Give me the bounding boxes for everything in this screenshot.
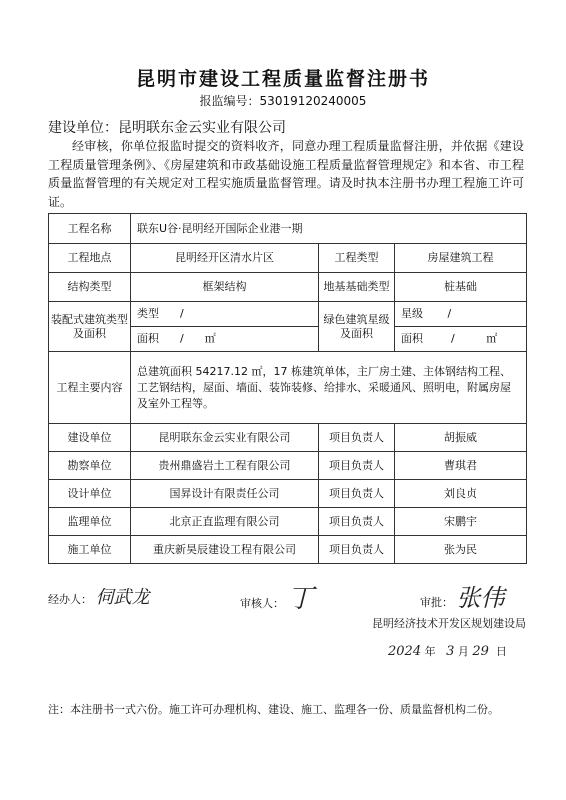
green-area-unit: ㎡ <box>486 332 498 345</box>
prefab-label: 装配式建筑类型及面积 <box>49 302 131 352</box>
prefab-area-unit: ㎡ <box>204 332 216 345</box>
party-manager: 张为民 <box>395 536 527 564</box>
prefab-type-label: 类型 <box>137 307 159 320</box>
construction-unit-line: 建设单位：昆明联东金云实业有限公司 <box>48 120 286 136</box>
party-role: 建设单位 <box>49 424 131 452</box>
green-area-label: 面积 <box>401 332 423 345</box>
party-company: 国昇设计有限责任公司 <box>131 480 319 508</box>
green-star-value: / <box>447 307 452 320</box>
party-role: 勘察单位 <box>49 452 131 480</box>
prefab-area-label: 面积 <box>137 332 159 345</box>
manager-label: 项目负责人 <box>319 452 395 480</box>
manager-label: 项目负责人 <box>319 424 395 452</box>
foundation-value: 桩基础 <box>395 273 527 302</box>
manager-label: 项目负责人 <box>319 508 395 536</box>
party-company: 重庆新昊辰建设工程有限公司 <box>131 536 319 564</box>
reviewer-label: 审核人： <box>240 597 284 610</box>
serial-number: 报监编号：53019120240005 <box>199 94 367 108</box>
handler-signature <box>48 583 150 609</box>
green-area-cell <box>395 327 527 352</box>
party-role: 设计单位 <box>49 480 131 508</box>
green-area-value: / <box>450 332 455 345</box>
footnote: 注：本注册书一式六份。施工许可办理机构、建设、施工、监理各一份、质量监督机构二份。 <box>48 703 499 716</box>
party-manager: 刘良贞 <box>395 480 527 508</box>
prefab-area-cell <box>131 327 319 352</box>
green-star-label: 星级 <box>401 307 423 320</box>
party-role: 施工单位 <box>49 536 131 564</box>
issuing-org: 昆明经济技术开发区规划建设局 <box>372 617 526 630</box>
prefab-type-value: / <box>179 307 184 320</box>
reviewer-name: 丁 <box>287 584 314 614</box>
issue-date <box>388 643 507 659</box>
date-day-suffix: 日 <box>495 645 507 658</box>
intro-paragraph: 经审核，你单位报监时提交的资料收齐，同意办理工程质量监督注册，并依据《建设工程质量管理条例》、《房屋建筑和市政基础设施工程质量监督管理规定》和本省、市工程质量监督管理的有关规定对工程实施质量监督管理。请及时执本注册书办理工程施工许可证。 <box>48 139 524 209</box>
project-name-value: 联东U谷·昆明经开国际企业港一期 <box>131 214 527 244</box>
approver-name: 张伟 <box>456 584 505 612</box>
prefab-area-value: / <box>179 332 184 345</box>
foundation-label: 地基基础类型 <box>319 273 395 302</box>
green-label: 绿色建筑星级及面积 <box>319 302 395 352</box>
prefab-type-cell <box>131 302 319 327</box>
handler-label: 经办人： <box>48 593 92 606</box>
type-label: 工程类型 <box>319 244 395 273</box>
type-value: 房屋建筑工程 <box>395 244 527 273</box>
structure-value: 框架结构 <box>131 273 319 302</box>
date-year-suffix: 年 <box>424 645 436 658</box>
party-company: 北京正直监理有限公司 <box>131 508 319 536</box>
party-company: 贵州鼎盛岩土工程有限公司 <box>131 452 319 480</box>
party-manager: 胡振威 <box>395 424 527 452</box>
registration-table <box>48 213 527 564</box>
location-label: 工程地点 <box>49 244 131 273</box>
manager-label: 项目负责人 <box>319 480 395 508</box>
structure-label: 结构类型 <box>49 273 131 302</box>
manager-label: 项目负责人 <box>319 536 395 564</box>
approver-signature <box>420 578 505 613</box>
green-star-cell <box>395 302 527 327</box>
content-label: 工程主要内容 <box>49 352 131 424</box>
date-year: 2024 <box>388 644 422 659</box>
party-role: 监理单位 <box>49 508 131 536</box>
page-title: 昆明市建设工程质量监督注册书 <box>135 68 430 90</box>
party-manager: 曹琪君 <box>395 452 527 480</box>
date-month-suffix: 月 <box>457 645 469 658</box>
approver-label: 审批： <box>420 596 453 609</box>
location-value: 昆明经开区清水片区 <box>131 244 319 273</box>
reviewer-signature <box>240 578 314 615</box>
project-name-label: 工程名称 <box>49 214 131 244</box>
date-month: 3 <box>446 644 455 659</box>
handler-name: 伺武龙 <box>95 587 150 608</box>
party-company: 昆明联东金云实业有限公司 <box>131 424 319 452</box>
date-day: 29 <box>472 644 489 659</box>
content-value: 总建筑面积 54217.12 ㎡，17 栋建筑单体，主厂房土建、主体钢结构工程、工艺钢结构，屋面、墙面、装饰装修、给排水、采暖通风、照明电，附属房屋及室外工程等。 <box>131 352 527 424</box>
party-manager: 宋鹏宇 <box>395 508 527 536</box>
